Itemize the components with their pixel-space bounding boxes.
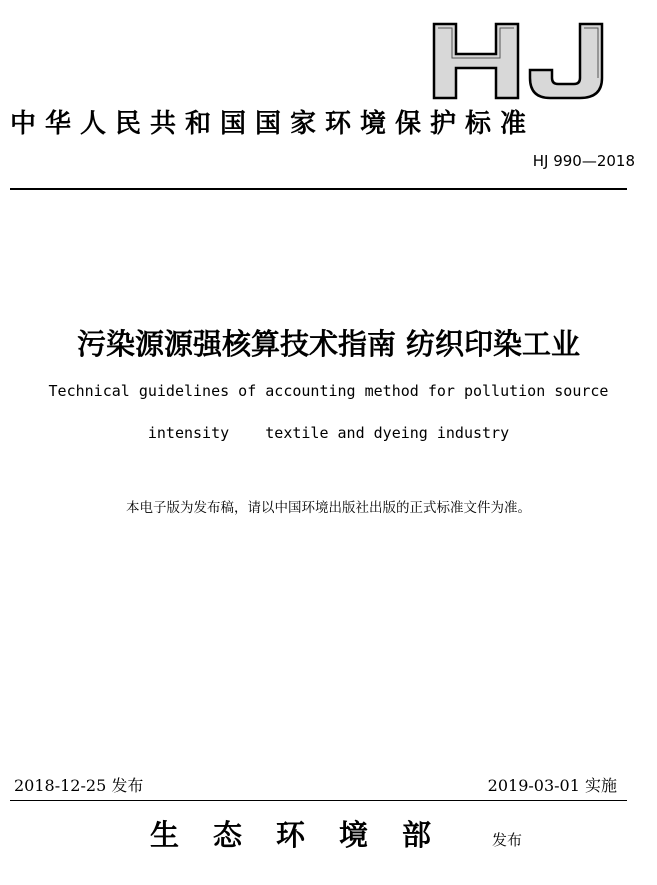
edition-note: 本电子版为发布稿，请以中国环境出版社出版的正式标准文件为准。 xyxy=(126,500,531,516)
implementation-date: 2019-03-01 实施 xyxy=(487,776,617,795)
header-divider xyxy=(10,188,627,190)
english-title-line-2: intensity textile and dyeing industry xyxy=(147,424,510,442)
standard-number: HJ 990—2018 xyxy=(532,152,635,170)
issuing-authority: 生态环境部 xyxy=(150,818,466,852)
issuer-suffix: 发布 xyxy=(492,831,523,849)
organization-title: 中华人民共和国国家环境保护标准 xyxy=(10,109,536,139)
issue-date: 2018-12-25 发布 xyxy=(14,776,144,795)
hj-logo xyxy=(428,8,628,104)
footer-divider xyxy=(10,800,627,801)
chinese-title: 污染源源强核算技术指南 纺织印染工业 xyxy=(76,327,581,361)
english-title-line-1: Technical guidelines of accounting method for pollution source xyxy=(48,382,609,400)
